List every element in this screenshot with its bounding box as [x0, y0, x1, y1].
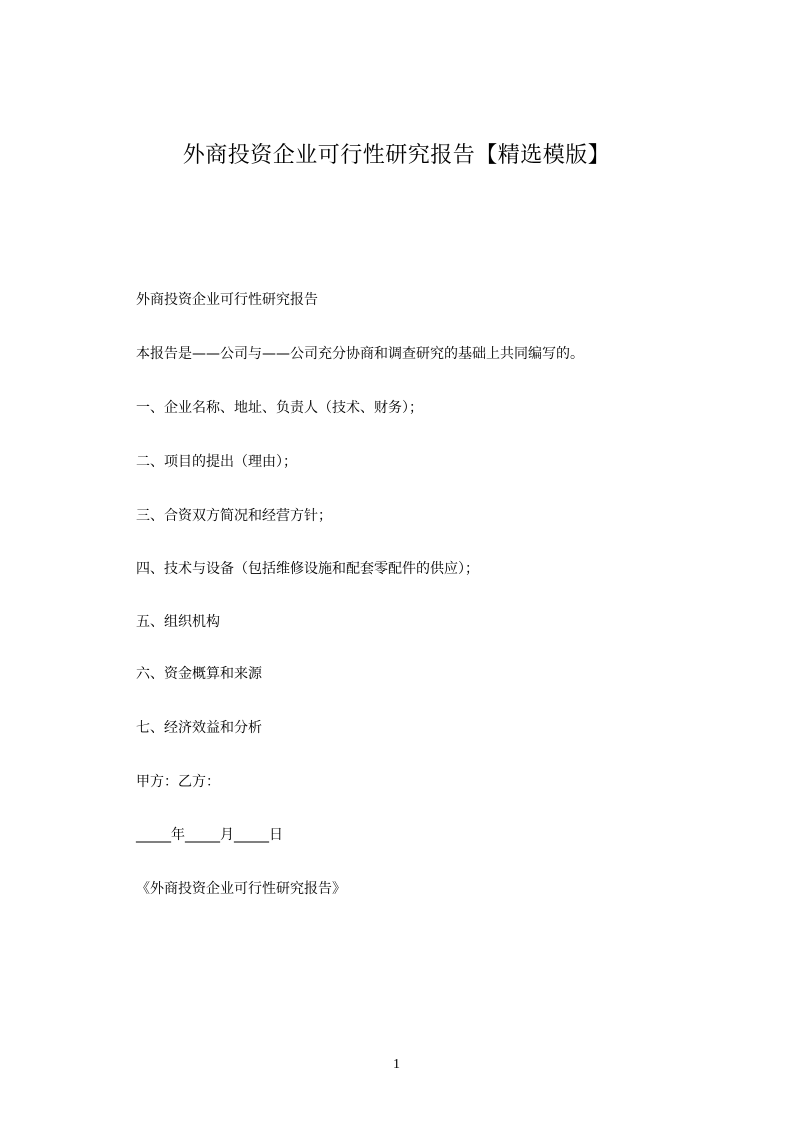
report-heading: 外商投资企业可行性研究报告 [136, 292, 318, 308]
section-item-4: 四、技术与设备（包括维修设施和配套零配件的供应）； [136, 561, 479, 577]
section-item-3: 三、合资双方简况和经营方针； [136, 508, 332, 524]
section-item-5: 五、组织机构 [136, 614, 220, 630]
section-item-2: 二、项目的提出（理由）； [136, 454, 297, 470]
signature-parties: 甲方：乙方： [136, 774, 220, 790]
document-title: 外商投资企业可行性研究报告【精选模版】 [182, 143, 611, 168]
section-item-7: 七、经济效益和分析 [136, 720, 262, 736]
closing-reference: 《外商投资企业可行性研究报告》 [136, 881, 346, 897]
date-line: _____年_____月_____日 [136, 827, 283, 843]
section-item-1: 一、企业名称、地址、负责人（技术、财务）； [136, 400, 423, 416]
intro-paragraph: 本报告是——公司与——公司充分协商和调查研究的基础上共同编写的。 [136, 346, 584, 362]
section-item-6: 六、资金概算和来源 [136, 666, 262, 682]
page-number: 1 [393, 1057, 400, 1072]
